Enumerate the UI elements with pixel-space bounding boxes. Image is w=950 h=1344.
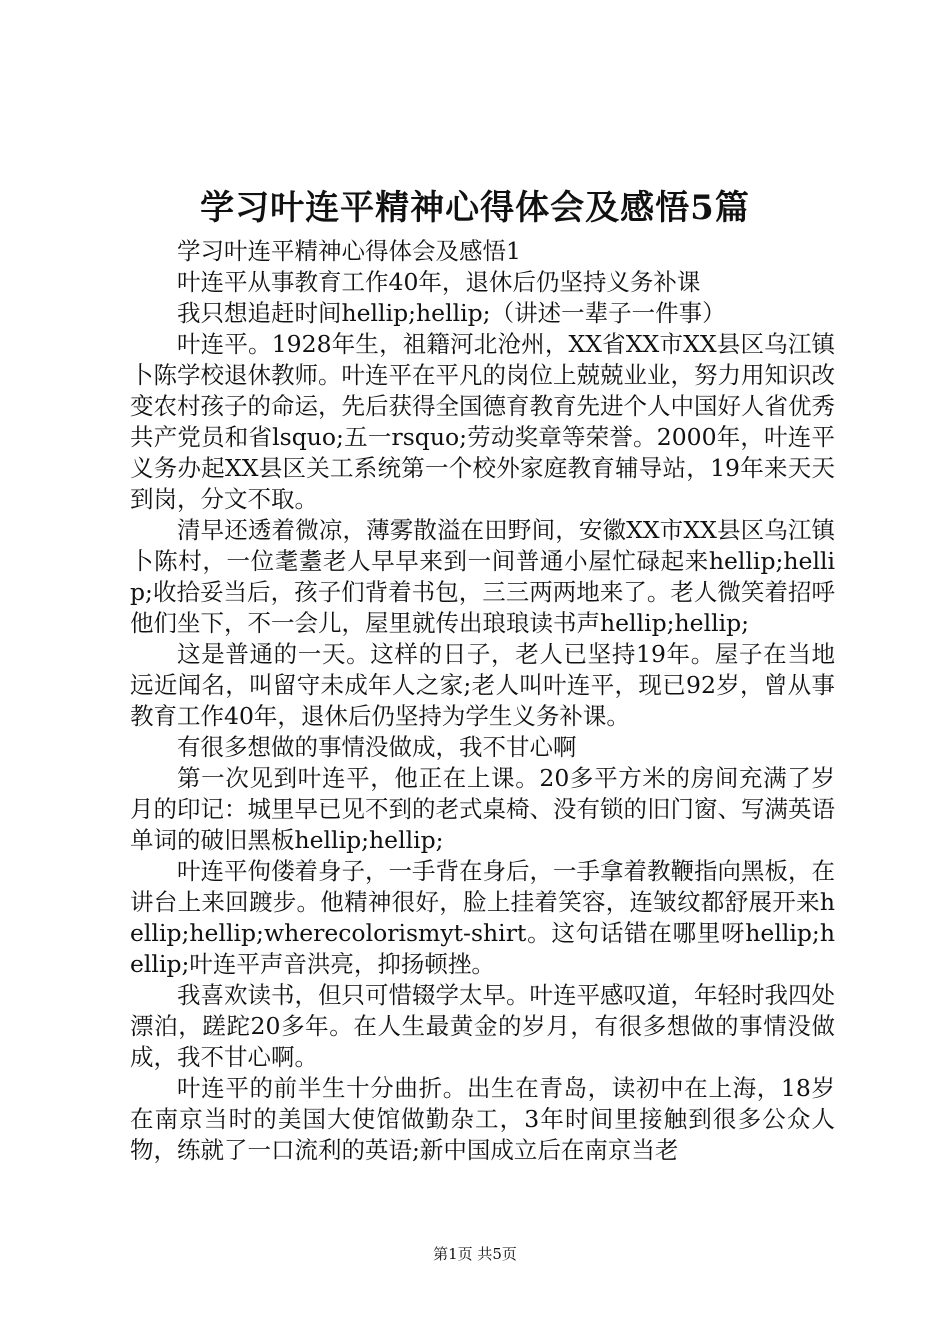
paragraph-quote-title: 我只想追赶时间hellip;hellip;（讲述一辈子一件事） xyxy=(177,299,726,327)
paragraph: 清早还透着微凉，薄雾散溢在田野间，安徽XX市XX县区乌江镇卜陈村，一位耄耋老人早早来到一间普通小屋忙碌起来hellip;hellip;收拾妥当后，孩子们背着书包，三三两两地来了。老人微笑着招呼他们坐下，不一会儿，屋里就传出琅琅读书声hellip;hellip; xyxy=(130,516,835,637)
paragraph: 叶连平。1928年生，祖籍河北沧州，XX省XX市XX县区乌江镇卜陈学校退休教师。叶连平在平凡的岗位上兢兢业业，努力用知识改变农村孩子的命运，先后获得全国德育教育先进个人中国好人省优秀共产党员和省lsquo;五一rsquo;劳动奖章等荣誉。2000年，叶连平义务办起XX县区关工系统第一个校外家庭教育辅导站，19年来天天到岗，分文不取。 xyxy=(130,330,835,513)
paragraph: 第一次见到叶连平，他正在上课。20多平方米的房间充满了岁月的印记：城里早已见不到的老式桌椅、没有锁的旧门窗、写满英语单词的破旧黑板hellip;hellip; xyxy=(130,764,835,854)
paragraph: 这是普通的一天。这样的日子，老人已坚持19年。屋子在当地远近闻名，叫留守未成年人之家;老人叫叶连平，现已92岁，曾从事教育工作40年，退休后仍坚持为学生义务补课。 xyxy=(130,640,835,730)
page-footer: 第1页 共5页 xyxy=(433,1245,517,1263)
paragraph-section-heading: 有很多想做的事情没做成，我不甘心啊 xyxy=(177,733,577,761)
paragraph-heading: 学习叶连平精神心得体会及感悟1 xyxy=(177,237,521,265)
paragraph-subtitle: 叶连平从事教育工作40年，退休后仍坚持义务补课 xyxy=(177,268,701,296)
paragraph: 叶连平的前半生十分曲折。出生在青岛，读初中在上海，18岁在南京当时的美国大使馆做勤杂工，3年时间里接触到很多公众人物，练就了一口流利的英语;新中国成立后在南京当老 xyxy=(130,1074,835,1164)
paragraph: 叶连平佝偻着身子，一手背在身后，一手拿着教鞭指向黑板，在讲台上来回踱步。他精神很好，脸上挂着笑容，连皱纹都舒展开来hellip;hellip;wherecolorismyt-shirt。这句话错在哪里呀hellip;hellip;叶连平声音洪亮，抑扬顿挫。 xyxy=(130,857,835,978)
document-body xyxy=(130,236,835,1166)
document-title: 学习叶连平精神心得体会及感悟5篇 xyxy=(200,188,750,228)
paragraph: 我喜欢读书，但只可惜辍学太早。叶连平感叹道，年轻时我四处漂泊，蹉跎20多年。在人生最黄金的岁月，有很多想做的事情没做成，我不甘心啊。 xyxy=(130,981,835,1071)
